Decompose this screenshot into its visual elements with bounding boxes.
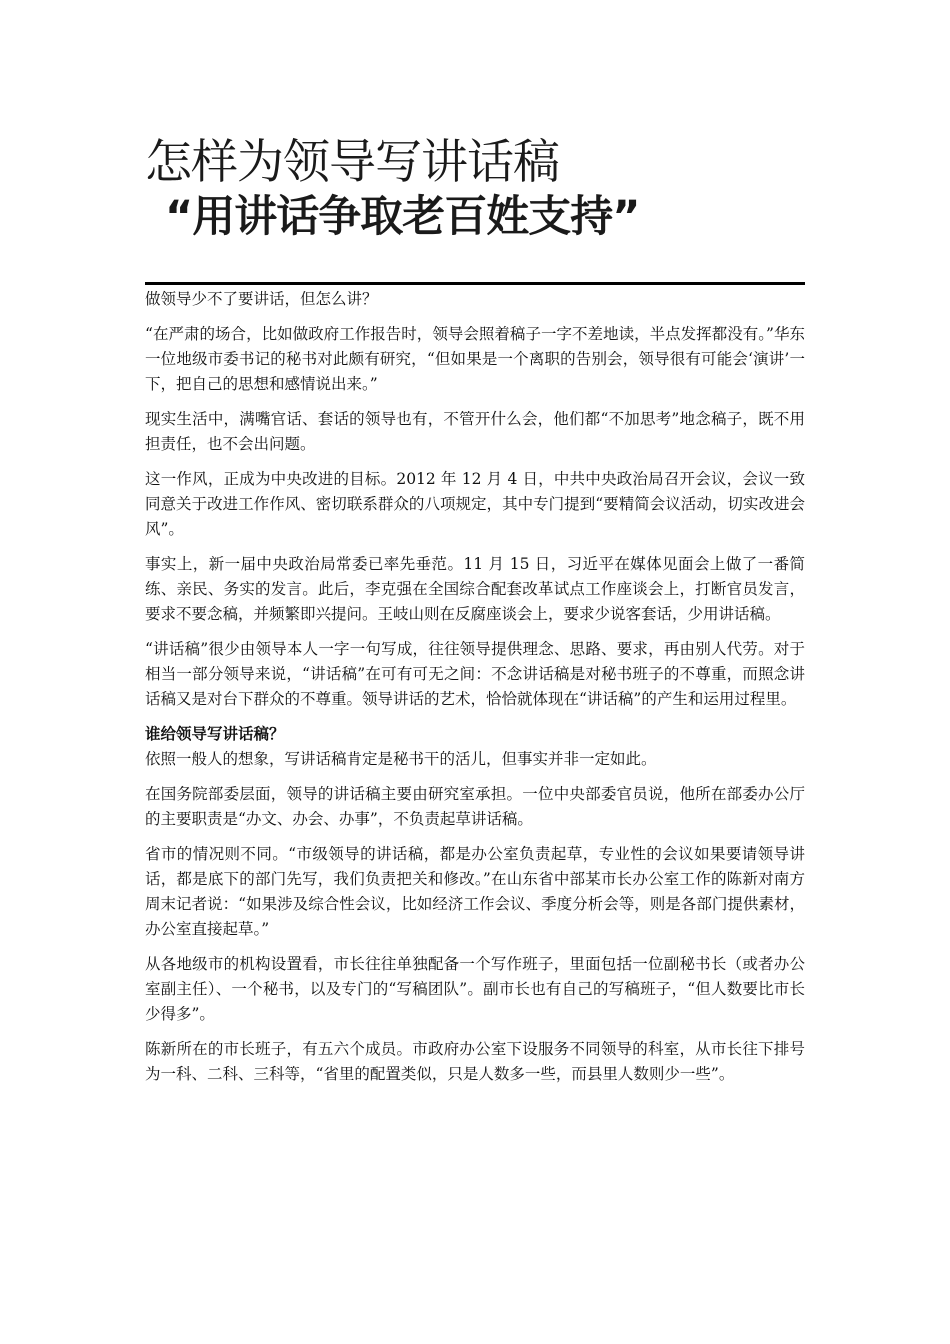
body-paragraph: 这一作风，正成为中央改进的目标。2012 年 12 月 4 日，中共中央政治局召开会议，会议一致同意关于改进工作作风、密切联系群众的八项规定，其中专门提到“要精简会议活动，切实改进会风”。: [145, 470, 805, 538]
body-paragraph: 事实上，新一届中央政治局常委已率先垂范。11 月 15 日，习近平在媒体见面会上做了一番简练、亲民、务实的发言。此后，李克强在全国综合配套改革试点工作座谈会上，打断官员发言，要求不要念稿，并频繁即兴提问。王岐山则在反腐座谈会上，要求少说客套话，少用讲话稿。: [145, 555, 805, 623]
section-paragraph: 依照一般人的想象，写讲话稿肯定是秘书干的活儿，但事实并非一定如此。: [145, 750, 657, 768]
body-paragraph: 现实生活中，满嘴官话、套话的领导也有，不管开什么会，他们都“不加思考”地念稿子，既不用担责任，也不会出问题。: [145, 410, 805, 453]
article-body: [145, 287, 805, 1097]
article-title: 怎样为领导写讲话稿: [145, 135, 559, 190]
title-divider: [145, 282, 805, 285]
article-subtitle: “用讲话争取老百姓支持”: [165, 192, 640, 242]
section-heading: 谁给领导写讲话稿？: [145, 725, 285, 743]
section-paragraph: 陈新所在的市长班子，有五六个成员。市政府办公室下设服务不同领导的科室，从市长往下排号为一科、二科、三科等，“省里的配置类似，只是人数多一些，而县里人数则少一些”。: [145, 1040, 805, 1083]
body-paragraph: “在严肃的场合，比如做政府工作报告时，领导会照着稿子一字不差地读，半点发挥都没有。”华东一位地级市委书记的秘书对此颇有研究，“但如果是一个离职的告别会，领导很有可能会‘演讲’一下，把自己的思想和感情说出来。”: [145, 325, 805, 393]
section-paragraph: 从各地级市的机构设置看，市长往往单独配备一个写作班子，里面包括一位副秘书长（或者办公室副主任）、一个秘书，以及专门的“写稿团队”。副市长也有自己的写稿班子，“但人数要比市长少得多”。: [145, 955, 805, 1023]
section-paragraph: 省市的情况则不同。“市级领导的讲话稿，都是办公室负责起草，专业性的会议如果要请领导讲话，都是底下的部门先写，我们负责把关和修改。”在山东省中部某市长办公室工作的陈新对南方周末记者说：“如果涉及综合性会议，比如经济工作会议、季度分析会等，则是各部门提供素材，办公室直接起草。”: [145, 845, 805, 938]
body-paragraph: “讲话稿”很少由领导本人一字一句写成，往往领导提供理念、思路、要求，再由别人代劳。对于相当一部分领导来说，“讲话稿”在可有可无之间：不念讲话稿是对秘书班子的不尊重，而照念讲话稿又是对台下群众的不尊重。领导讲话的艺术，恰恰就体现在“讲话稿”的产生和运用过程里。: [145, 640, 805, 708]
article-page: [145, 0, 805, 1344]
intro-paragraph: 做领导少不了要讲话，但怎么讲？: [145, 290, 378, 308]
section-paragraph: 在国务院部委层面，领导的讲话稿主要由研究室承担。一位中央部委官员说，他所在部委办公厅的主要职责是“办文、办会、办事”，不负责起草讲话稿。: [145, 785, 805, 828]
